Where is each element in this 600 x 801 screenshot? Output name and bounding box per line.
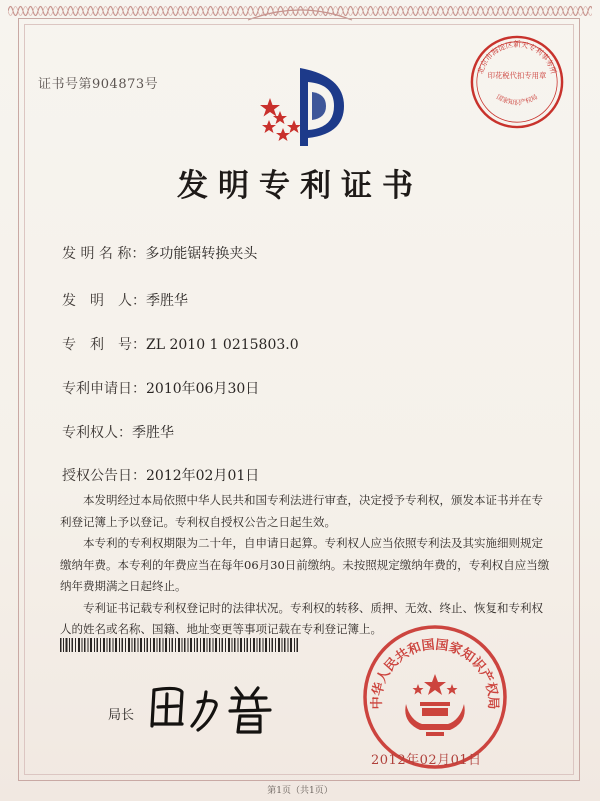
grant-date-value: 2012年02月01日 xyxy=(146,468,260,484)
national-emblem-icon xyxy=(405,674,464,736)
patentee-label: 专利权人： xyxy=(62,425,132,441)
grant-date-row xyxy=(62,465,259,485)
certificate-number: 证书号第904873号 xyxy=(38,77,159,92)
main-seal-text: 中华人民共和国国家知识产权局 xyxy=(369,637,501,710)
tax-stamp-seal xyxy=(468,33,566,131)
inventor-label: 发 明 人： xyxy=(62,293,146,309)
grant-date-label: 授权公告日： xyxy=(62,468,146,484)
svg-text:中华人民共和国国家知识产权局 xyxy=(369,637,501,710)
top-seal-center: 印花税代扣专用章 xyxy=(487,71,547,81)
director-label: 局长 xyxy=(108,708,135,723)
invention-name-row xyxy=(62,243,257,263)
patent-number-row xyxy=(62,334,299,354)
patent-office-logo-icon xyxy=(256,62,356,152)
body-paragraph-3: 专利证书记载专利权登记时的法律状况。专利权的转移、质押、无效、终止、恢复和专利权人的姓名或名称、国籍、地址变更等事项记载在专利登记簿上。 xyxy=(60,600,543,636)
invention-name-value: 多功能锯转换夹头 xyxy=(145,246,258,262)
patentee-row xyxy=(62,422,174,442)
svg-text:国家知识产权局 xyxy=(495,92,539,107)
patent-number-value: ZL 2010 1 0215803.0 xyxy=(146,337,299,353)
inventor-value: 季胜华 xyxy=(146,293,188,309)
page-footer: 第1页（共1页） xyxy=(267,786,333,796)
patentee-value: 季胜华 xyxy=(132,425,174,441)
inventor-row xyxy=(62,290,188,310)
filing-date-row xyxy=(62,378,259,398)
body-paragraph-2: 本专利的专利权期限为二十年，自申请日起算。专利权人应当依照专利法及其实施细则规定缴纳年费。本专利的年费应当在每年06月30日前缴纳。未按照规定缴纳年费的，专利权自应当缴纳年费期满之日起终止。 xyxy=(60,536,550,593)
body-paragraph-1: 本发明经过本局依照中华人民共和国专利法进行审查，决定授予专利权，颁发本证书并在专利登记簿上予以登记。专利权自授权公告之日起生效。 xyxy=(60,493,543,529)
director-signature xyxy=(140,676,290,736)
filing-date-label: 专利申请日： xyxy=(62,381,146,397)
certificate-title: 发明专利证书 xyxy=(177,168,423,204)
issue-date: 2012年02月01日 xyxy=(371,753,482,768)
invention-name-label: 发 明 名 称： xyxy=(62,246,146,262)
top-seal-bottom: 国家知识产权局 xyxy=(495,92,539,107)
filing-date-value: 2010年06月30日 xyxy=(146,381,260,397)
certificate-body xyxy=(60,490,550,641)
top-seal-text: 北京市海淀区新天专利事务所 xyxy=(475,39,559,76)
patent-number-label: 专 利 号： xyxy=(62,337,146,353)
barcode-icon xyxy=(60,638,300,652)
